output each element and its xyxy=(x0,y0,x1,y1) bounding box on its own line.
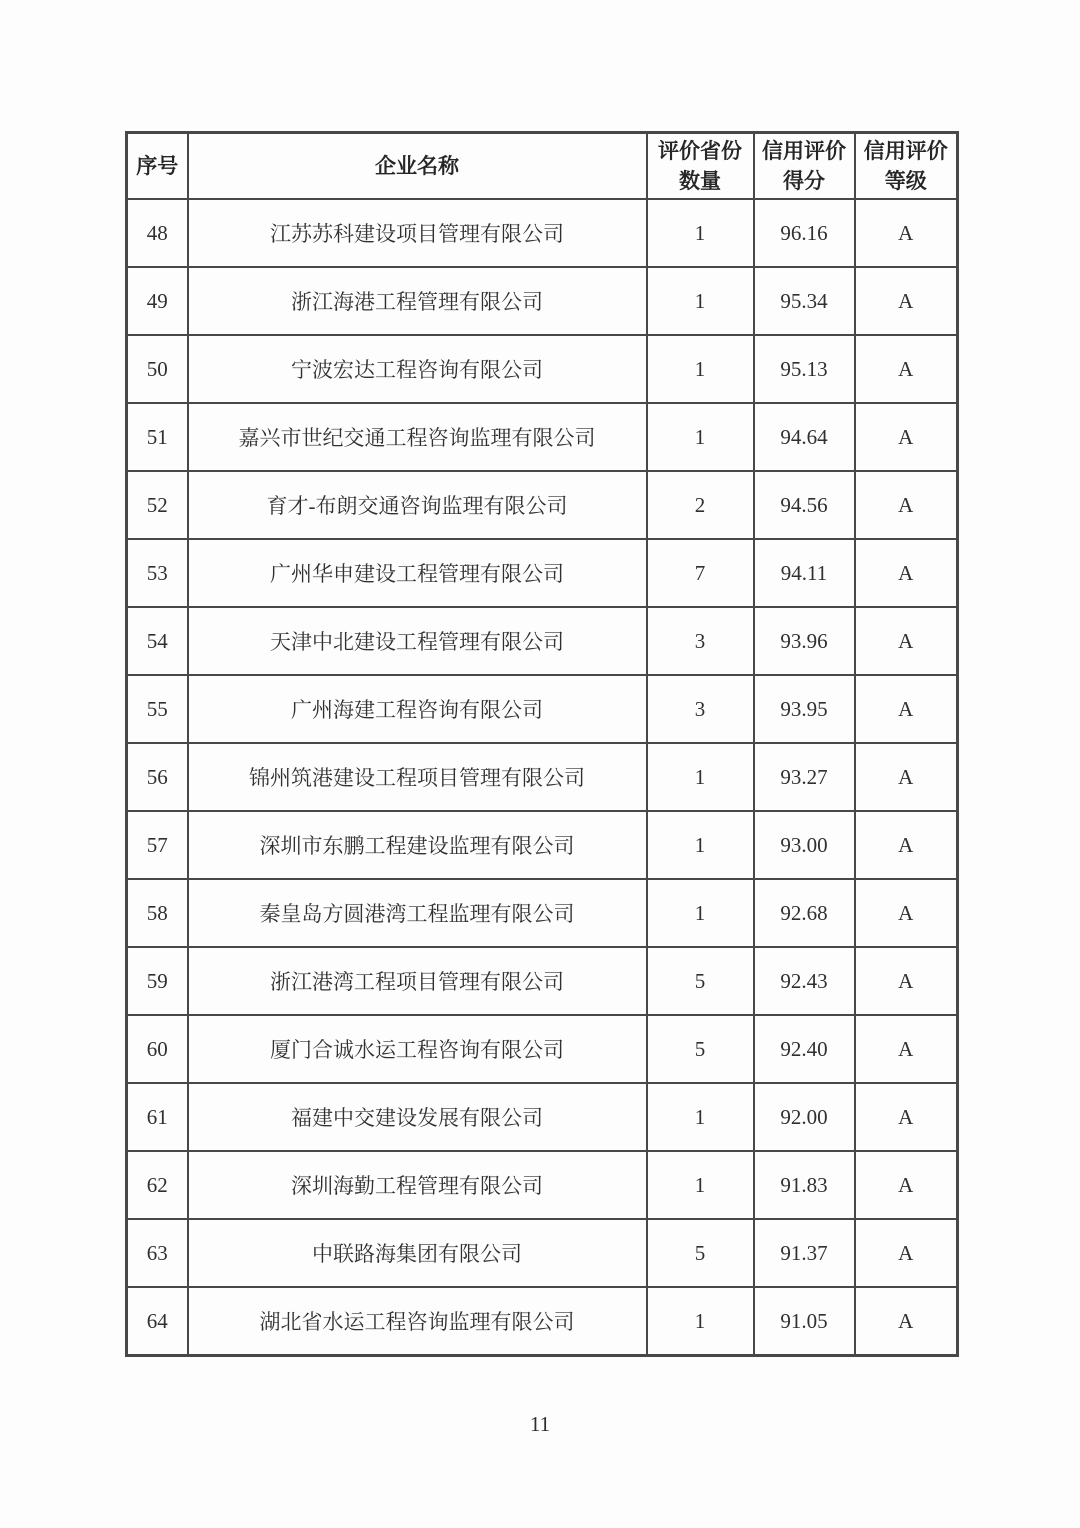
cell-grade: A xyxy=(855,947,958,1015)
cell-score: 93.95 xyxy=(754,675,855,743)
cell-company: 福建中交建设发展有限公司 xyxy=(188,1083,647,1151)
cell-score: 92.68 xyxy=(754,879,855,947)
cell-grade: A xyxy=(855,335,958,403)
cell-provinces: 1 xyxy=(647,1151,754,1219)
table-row xyxy=(127,675,958,743)
page-number: 11 xyxy=(529,1412,551,1436)
table-row xyxy=(127,811,958,879)
cell-company: 深圳市东鹏工程建设监理有限公司 xyxy=(188,811,647,879)
cell-grade: A xyxy=(855,1151,958,1219)
cell-provinces: 5 xyxy=(647,1219,754,1287)
cell-grade: A xyxy=(855,471,958,539)
table-row xyxy=(127,539,958,607)
cell-no: 60 xyxy=(127,1015,188,1083)
cell-company: 秦皇岛方圆港湾工程监理有限公司 xyxy=(188,879,647,947)
column-header-company: 企业名称 xyxy=(188,133,647,200)
table-row xyxy=(127,403,958,471)
table-row xyxy=(127,743,958,811)
cell-company: 广州海建工程咨询有限公司 xyxy=(188,675,647,743)
cell-no: 55 xyxy=(127,675,188,743)
cell-score: 92.43 xyxy=(754,947,855,1015)
cell-grade: A xyxy=(855,879,958,947)
cell-provinces: 1 xyxy=(647,879,754,947)
table-row xyxy=(127,267,958,335)
cell-company: 嘉兴市世纪交通工程咨询监理有限公司 xyxy=(188,403,647,471)
column-header-no: 序号 xyxy=(127,133,188,200)
cell-score: 94.64 xyxy=(754,403,855,471)
cell-provinces: 5 xyxy=(647,947,754,1015)
column-header-grade: 信用评价 等级 xyxy=(855,133,958,200)
cell-grade: A xyxy=(855,811,958,879)
cell-no: 52 xyxy=(127,471,188,539)
cell-company: 浙江海港工程管理有限公司 xyxy=(188,267,647,335)
cell-company: 天津中北建设工程管理有限公司 xyxy=(188,607,647,675)
cell-grade: A xyxy=(855,1219,958,1287)
cell-no: 62 xyxy=(127,1151,188,1219)
cell-company: 深圳海勤工程管理有限公司 xyxy=(188,1151,647,1219)
cell-grade: A xyxy=(855,1083,958,1151)
cell-provinces: 5 xyxy=(647,1015,754,1083)
cell-grade: A xyxy=(855,1015,958,1083)
cell-no: 64 xyxy=(127,1287,188,1356)
cell-company: 宁波宏达工程咨询有限公司 xyxy=(188,335,647,403)
cell-no: 54 xyxy=(127,607,188,675)
cell-company: 厦门合诚水运工程咨询有限公司 xyxy=(188,1015,647,1083)
cell-provinces: 1 xyxy=(647,199,754,267)
table-row xyxy=(127,607,958,675)
cell-grade: A xyxy=(855,199,958,267)
cell-score: 96.16 xyxy=(754,199,855,267)
cell-company: 广州华申建设工程管理有限公司 xyxy=(188,539,647,607)
cell-score: 91.83 xyxy=(754,1151,855,1219)
cell-provinces: 1 xyxy=(647,403,754,471)
cell-company: 锦州筑港建设工程项目管理有限公司 xyxy=(188,743,647,811)
cell-score: 95.34 xyxy=(754,267,855,335)
cell-score: 93.96 xyxy=(754,607,855,675)
cell-score: 93.27 xyxy=(754,743,855,811)
table-row xyxy=(127,1083,958,1151)
table-row xyxy=(127,471,958,539)
cell-no: 57 xyxy=(127,811,188,879)
cell-company: 湖北省水运工程咨询监理有限公司 xyxy=(188,1287,647,1356)
cell-score: 95.13 xyxy=(754,335,855,403)
table-body xyxy=(127,199,958,1356)
cell-no: 63 xyxy=(127,1219,188,1287)
column-header-score: 信用评价 得分 xyxy=(754,133,855,200)
cell-grade: A xyxy=(855,743,958,811)
cell-no: 61 xyxy=(127,1083,188,1151)
cell-score: 93.00 xyxy=(754,811,855,879)
cell-no: 59 xyxy=(127,947,188,1015)
cell-score: 94.11 xyxy=(754,539,855,607)
cell-company: 江苏苏科建设项目管理有限公司 xyxy=(188,199,647,267)
cell-no: 48 xyxy=(127,199,188,267)
cell-no: 50 xyxy=(127,335,188,403)
table-row xyxy=(127,1287,958,1356)
cell-provinces: 1 xyxy=(647,1083,754,1151)
cell-provinces: 1 xyxy=(647,335,754,403)
cell-score: 94.56 xyxy=(754,471,855,539)
cell-provinces: 7 xyxy=(647,539,754,607)
cell-grade: A xyxy=(855,403,958,471)
cell-provinces: 2 xyxy=(647,471,754,539)
column-header-provinces: 评价省份 数量 xyxy=(647,133,754,200)
table-header xyxy=(127,133,958,200)
cell-provinces: 1 xyxy=(647,743,754,811)
table-row xyxy=(127,335,958,403)
cell-grade: A xyxy=(855,267,958,335)
table-row xyxy=(127,199,958,267)
cell-no: 56 xyxy=(127,743,188,811)
cell-provinces: 1 xyxy=(647,1287,754,1356)
table-row xyxy=(127,1219,958,1287)
cell-company: 中联路海集团有限公司 xyxy=(188,1219,647,1287)
cell-score: 92.00 xyxy=(754,1083,855,1151)
cell-score: 92.40 xyxy=(754,1015,855,1083)
table-row xyxy=(127,879,958,947)
cell-grade: A xyxy=(855,675,958,743)
cell-provinces: 1 xyxy=(647,267,754,335)
cell-no: 51 xyxy=(127,403,188,471)
cell-score: 91.37 xyxy=(754,1219,855,1287)
cell-no: 53 xyxy=(127,539,188,607)
cell-provinces: 3 xyxy=(647,607,754,675)
cell-no: 49 xyxy=(127,267,188,335)
table-row xyxy=(127,947,958,1015)
table-row xyxy=(127,1151,958,1219)
header-row xyxy=(127,133,958,200)
credit-rating-table xyxy=(125,131,959,1357)
cell-grade: A xyxy=(855,539,958,607)
cell-company: 浙江港湾工程项目管理有限公司 xyxy=(188,947,647,1015)
cell-company: 育才-布朗交通咨询监理有限公司 xyxy=(188,471,647,539)
cell-grade: A xyxy=(855,607,958,675)
cell-score: 91.05 xyxy=(754,1287,855,1356)
cell-no: 58 xyxy=(127,879,188,947)
cell-provinces: 1 xyxy=(647,811,754,879)
cell-provinces: 3 xyxy=(647,675,754,743)
table-row xyxy=(127,1015,958,1083)
cell-grade: A xyxy=(855,1287,958,1356)
